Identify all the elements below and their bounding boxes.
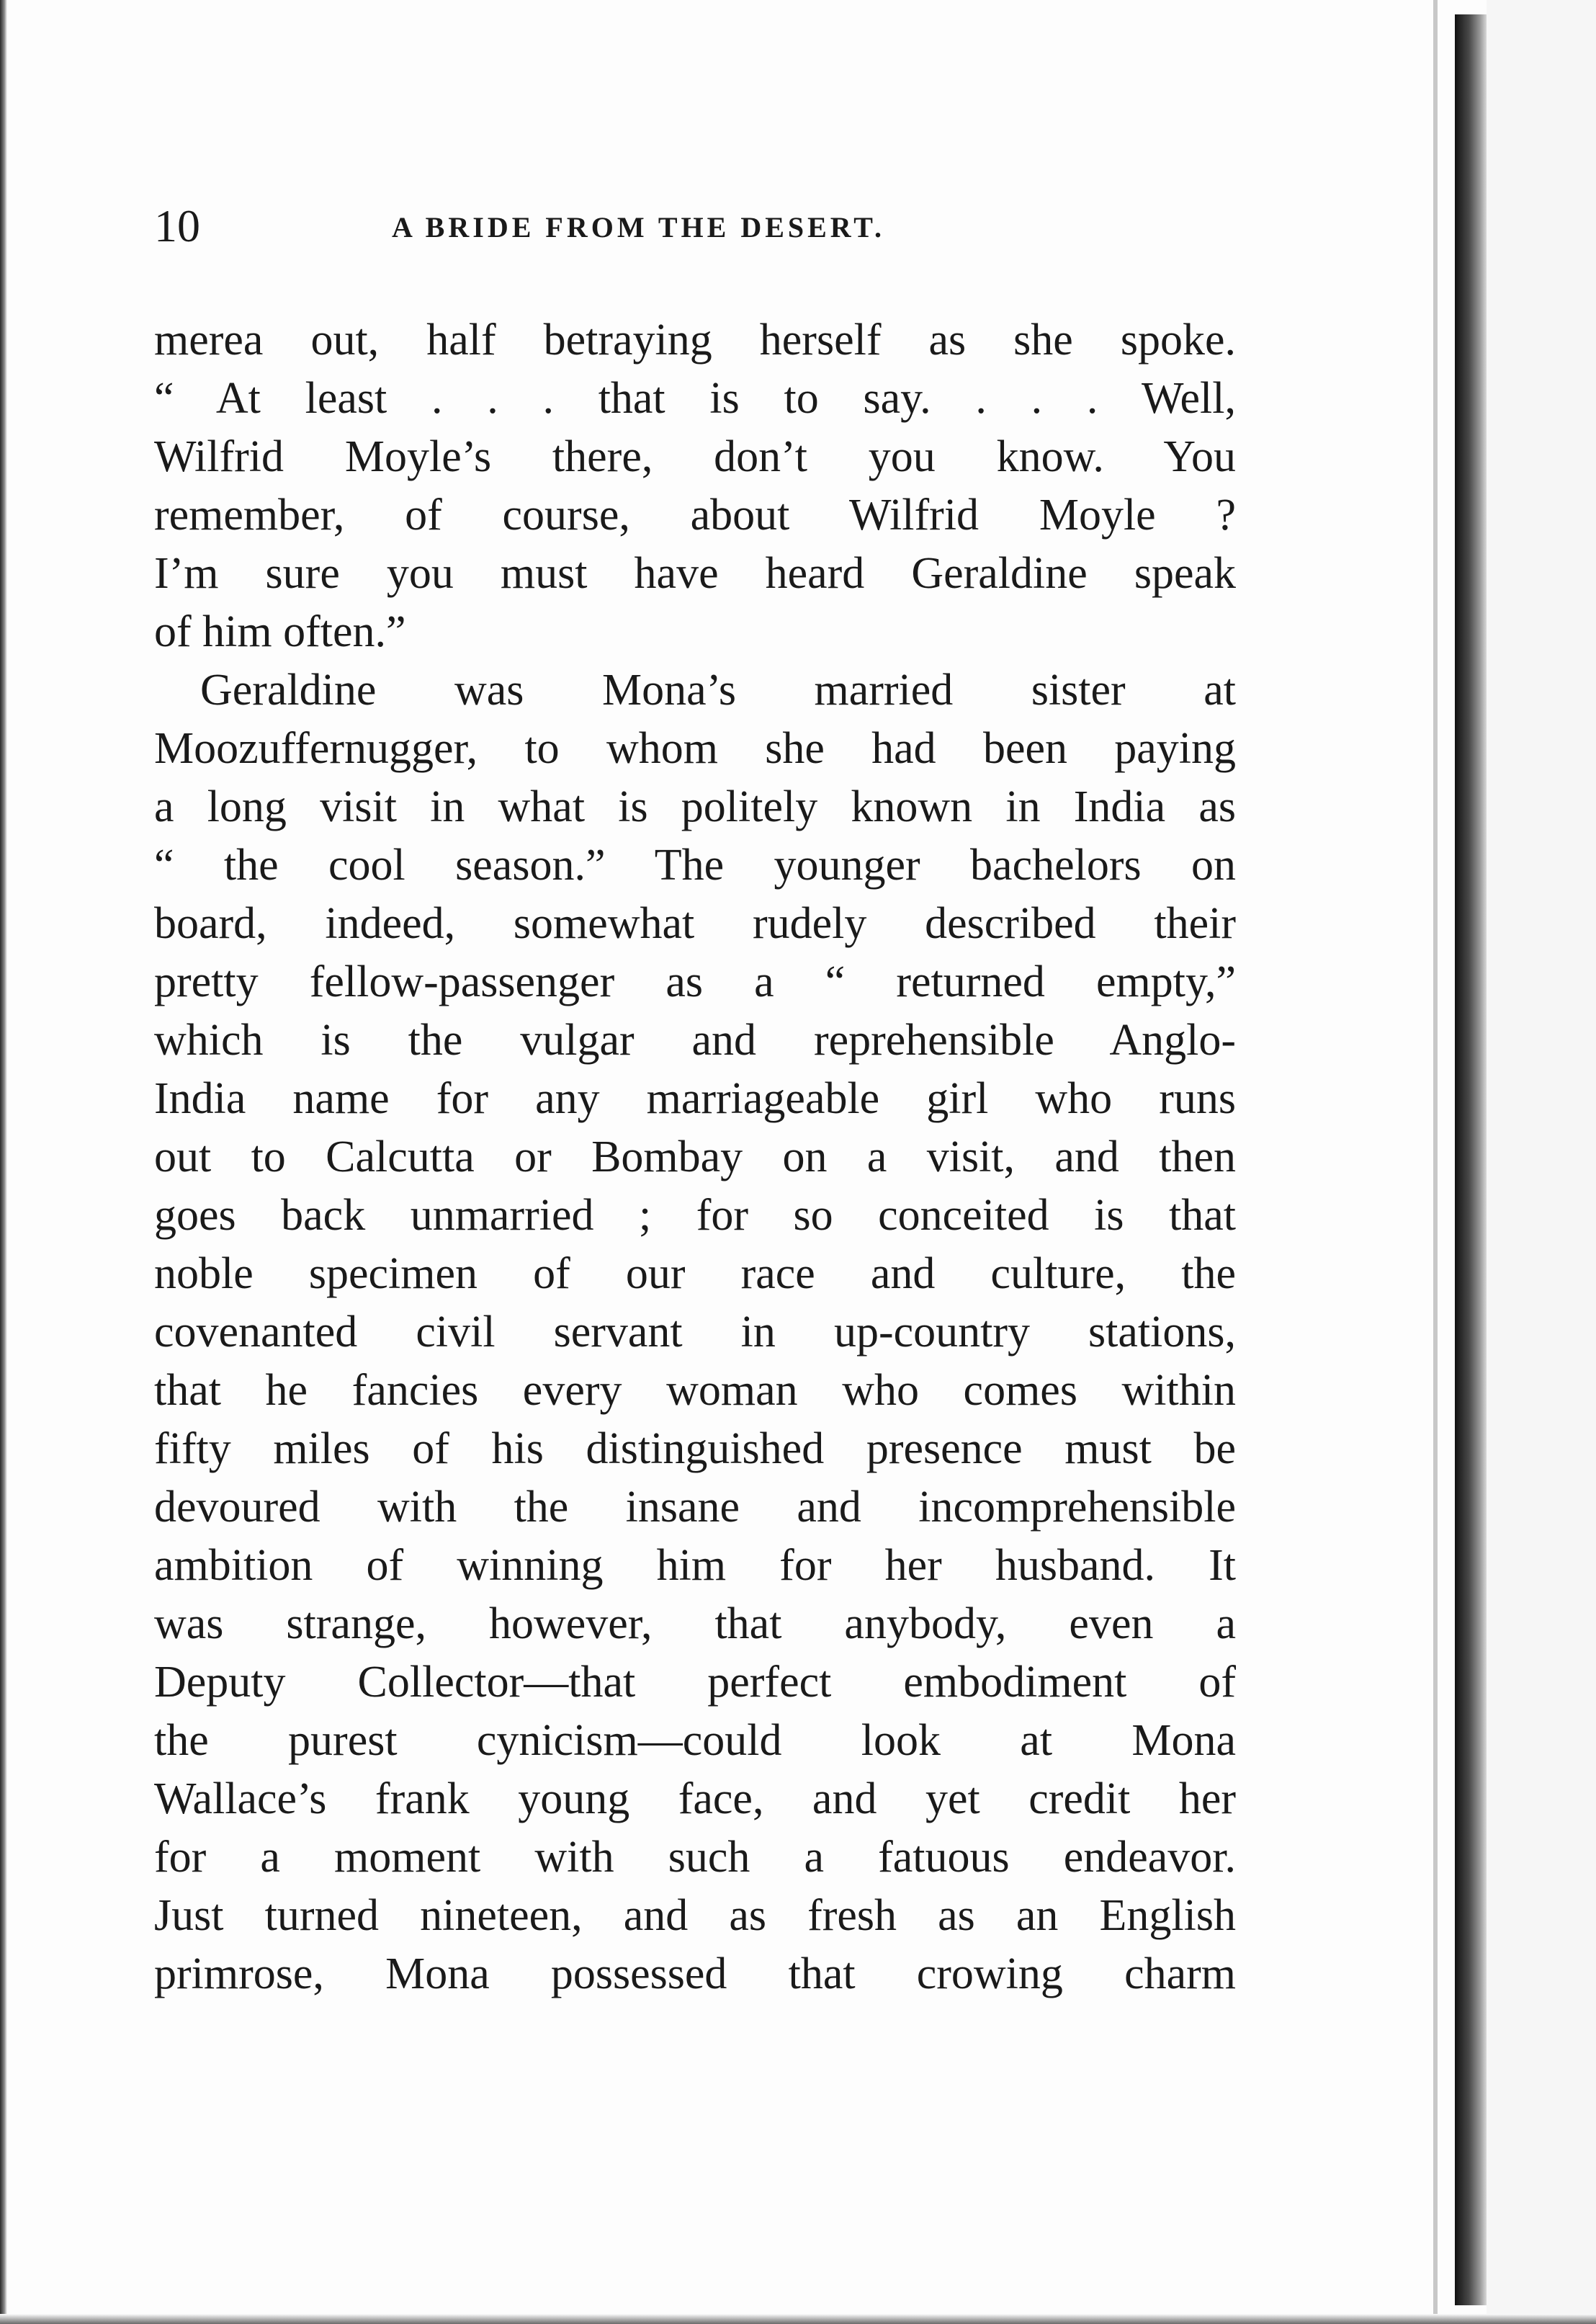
- paragraph-start-line: Geraldine was Mona’s married sister at: [200, 666, 1236, 715]
- text-line: was strange, however, that anybody, even a: [154, 1599, 1236, 1648]
- text-line: Wilfrid Moyle’s there, don’t you know. You: [154, 432, 1236, 481]
- gutter-line: [1433, 0, 1438, 2324]
- text-line: of him often.”: [154, 607, 406, 656]
- page-left-edge: [0, 0, 7, 2324]
- book-binding-shadow: [1455, 14, 1487, 2305]
- text-line: I’m sure you must have heard Geraldine speak: [154, 549, 1236, 598]
- text-line: a long visit in what is politely known in India as: [154, 782, 1236, 831]
- page-number: 10: [154, 200, 200, 251]
- text-line: Wallace’s frank young face, and yet credit her: [154, 1774, 1236, 1823]
- text-line: ambition of winning him for her husband. It: [154, 1541, 1236, 1590]
- text-line: covenanted civil servant in up-country stations,: [154, 1308, 1236, 1357]
- text-line: Moozuffernugger, to whom she had been paying: [154, 724, 1236, 773]
- text-line: fifty miles of his distinguished presence must be: [154, 1424, 1236, 1473]
- text-line: “ the cool season.” The younger bachelors on: [154, 841, 1236, 890]
- text-line: that he fancies every woman who comes within: [154, 1366, 1236, 1415]
- text-line: which is the vulgar and reprehensible Anglo-: [154, 1016, 1236, 1065]
- body-text: [154, 311, 1236, 2003]
- text-line: “ At least . . . that is to say. . . . Well,: [154, 374, 1236, 423]
- text-line: noble specimen of our race and culture, the: [154, 1249, 1236, 1298]
- text-line: merea out, half betraying herself as she spoke.: [154, 316, 1236, 365]
- text-line: primrose, Mona possessed that crowing charm: [154, 1949, 1236, 1998]
- text-line: Just turned nineteen, and as fresh as an English: [154, 1891, 1236, 1940]
- running-title: A BRIDE FROM THE DESERT.: [392, 211, 885, 243]
- text-line: the purest cynicism—could look at Mona: [154, 1716, 1236, 1765]
- text-line: board, indeed, somewhat rudely described their: [154, 899, 1236, 948]
- binding-margin: [1487, 0, 1596, 2324]
- text-line: goes back unmarried ; for so conceited is that: [154, 1191, 1236, 1240]
- text-line: out to Calcutta or Bombay on a visit, and then: [154, 1132, 1236, 1181]
- text-line: Deputy Collector—that perfect embodiment of: [154, 1658, 1236, 1707]
- text-line: pretty fellow-passenger as a “ returned empty,”: [154, 957, 1236, 1006]
- text-line: remember, of course, about Wilfrid Moyle ?: [154, 491, 1236, 540]
- text-line: India name for any marriageable girl who runs: [154, 1074, 1236, 1123]
- page-bottom-edge: [0, 2314, 1596, 2324]
- text-line: for a moment with such a fatuous endeavor.: [154, 1833, 1236, 1882]
- text-line: devoured with the insane and incomprehensible: [154, 1483, 1236, 1532]
- page-header: [154, 197, 1234, 255]
